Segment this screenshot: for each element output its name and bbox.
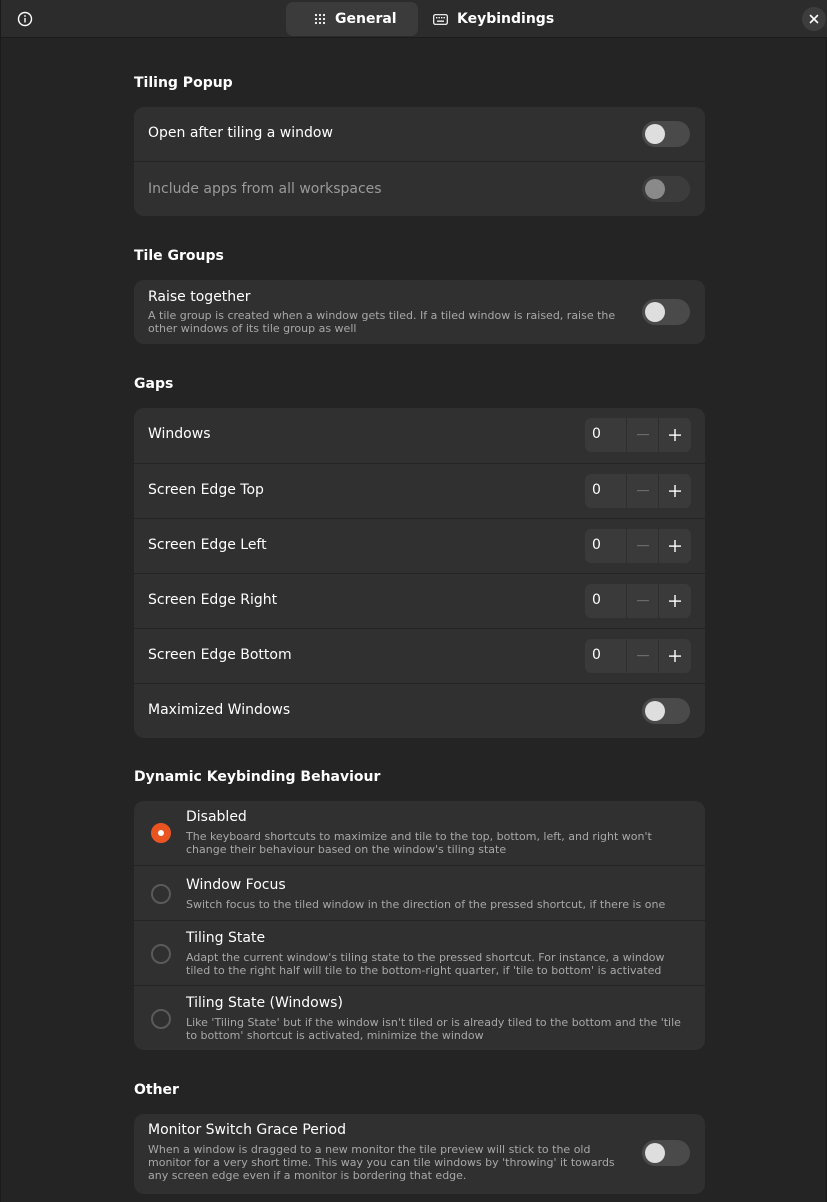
option-window-focus-desc: Switch focus to the tiled window in the direction of the pressed shortcut, if there is one bbox=[186, 898, 666, 911]
minus-icon bbox=[626, 529, 658, 563]
row-gap-windows bbox=[134, 408, 705, 463]
gap-screen-edge-bottom-label: Screen Edge Bottom bbox=[148, 647, 292, 663]
row-maximized-windows[interactable] bbox=[134, 683, 705, 738]
close-icon bbox=[809, 14, 819, 24]
minus-icon bbox=[626, 418, 658, 452]
open-after-tiling-label: Open after tiling a window bbox=[148, 125, 333, 141]
gap-screen-edge-left-spinbutton[interactable] bbox=[585, 529, 691, 563]
tab-keybindings[interactable] bbox=[421, 2, 556, 36]
gap-screen-edge-bottom-spinbutton[interactable] bbox=[585, 639, 691, 673]
plus-icon[interactable] bbox=[658, 529, 691, 563]
raise-together-switch[interactable] bbox=[642, 299, 690, 325]
close-button[interactable] bbox=[802, 7, 826, 31]
section-title-dynamic-keybinding: Dynamic Keybinding Behaviour bbox=[134, 769, 381, 785]
plus-icon[interactable] bbox=[658, 474, 691, 508]
info-icon bbox=[17, 11, 33, 27]
row-include-all-workspaces bbox=[134, 161, 705, 216]
option-disabled-label: Disabled bbox=[186, 809, 247, 825]
keyboard-icon bbox=[433, 14, 448, 25]
tab-general-label: General bbox=[335, 11, 397, 27]
plus-icon[interactable] bbox=[658, 639, 691, 673]
monitor-grace-period-desc-2: monitor for a very short time. This way you can tile windows by 'throwing' it towards bbox=[148, 1156, 615, 1169]
option-tiling-state-desc-2: tiled to the right half will tile to the bottom-right quarter, if 'tile to bottom' is activated bbox=[186, 964, 662, 977]
section-title-gaps: Gaps bbox=[134, 376, 174, 392]
open-after-tiling-switch[interactable] bbox=[642, 121, 690, 147]
row-monitor-grace-period[interactable] bbox=[134, 1114, 705, 1194]
row-gap-screen-edge-top bbox=[134, 463, 705, 518]
group-gaps bbox=[134, 408, 705, 738]
monitor-grace-period-switch[interactable] bbox=[642, 1140, 690, 1166]
row-option-disabled[interactable] bbox=[134, 801, 705, 865]
option-window-focus-label: Window Focus bbox=[186, 877, 286, 893]
grid-icon bbox=[314, 13, 326, 25]
monitor-grace-period-label: Monitor Switch Grace Period bbox=[148, 1122, 347, 1138]
row-gap-screen-edge-left bbox=[134, 518, 705, 573]
gap-screen-edge-top-value[interactable]: 0 bbox=[592, 482, 601, 498]
group-tile-groups bbox=[134, 280, 705, 344]
include-all-workspaces-label: Include apps from all workspaces bbox=[148, 181, 382, 197]
group-other bbox=[134, 1114, 705, 1194]
gap-windows-label: Windows bbox=[148, 426, 211, 442]
row-open-after-tiling[interactable] bbox=[134, 107, 705, 161]
minus-icon bbox=[626, 584, 658, 618]
option-tiling-state-desc-1: Adapt the current window's tiling state to the pressed shortcut. For instance, a window bbox=[186, 951, 665, 964]
gap-screen-edge-left-value[interactable]: 0 bbox=[592, 537, 601, 553]
option-disabled-desc-1: The keyboard shortcuts to maximize and tile to the top, bottom, left, and right won't bbox=[186, 830, 652, 843]
maximized-windows-switch[interactable] bbox=[642, 698, 690, 724]
monitor-grace-period-desc-1: When a window is dragged to a new monitor the tile preview will stick to the old bbox=[148, 1143, 591, 1156]
maximized-windows-label: Maximized Windows bbox=[148, 702, 291, 718]
gap-windows-value[interactable]: 0 bbox=[592, 426, 601, 442]
radio-window-focus[interactable] bbox=[151, 884, 171, 904]
plus-icon[interactable] bbox=[658, 584, 691, 618]
section-title-tiling-popup: Tiling Popup bbox=[134, 75, 233, 91]
raise-together-desc-2: other windows of its tile group as well bbox=[148, 322, 357, 335]
option-tiling-state-windows-desc-2: to bottom' shortcut is activated, minimize the window bbox=[186, 1029, 484, 1042]
gap-screen-edge-right-label: Screen Edge Right bbox=[148, 592, 278, 608]
minus-icon bbox=[626, 474, 658, 508]
row-raise-together[interactable] bbox=[134, 280, 705, 344]
row-option-tiling-state-windows[interactable] bbox=[134, 985, 705, 1050]
gap-screen-edge-right-value[interactable]: 0 bbox=[592, 592, 601, 608]
gap-screen-edge-top-spinbutton[interactable] bbox=[585, 474, 691, 508]
row-gap-screen-edge-right bbox=[134, 573, 705, 628]
option-tiling-state-label: Tiling State bbox=[186, 930, 266, 946]
radio-tiling-state[interactable] bbox=[151, 944, 171, 964]
radio-disabled[interactable] bbox=[151, 823, 171, 843]
option-tiling-state-windows-desc-1: Like 'Tiling State' but if the window isn't tiled or is already tiled to the bottom and the 'tile bbox=[186, 1016, 681, 1029]
row-gap-screen-edge-bottom bbox=[134, 628, 705, 683]
tab-general[interactable] bbox=[286, 2, 418, 36]
raise-together-label: Raise together bbox=[148, 289, 251, 305]
gap-screen-edge-top-label: Screen Edge Top bbox=[148, 482, 264, 498]
section-title-other: Other bbox=[134, 1082, 179, 1098]
monitor-grace-period-desc-3: any screen edge even if a monitor is bordering that edge. bbox=[148, 1169, 467, 1182]
tab-keybindings-label: Keybindings bbox=[457, 11, 555, 27]
group-dynamic-keybinding bbox=[134, 801, 705, 1050]
group-tiling-popup bbox=[134, 107, 705, 216]
header-bar bbox=[1, 0, 827, 38]
gap-screen-edge-bottom-value[interactable]: 0 bbox=[592, 647, 601, 663]
include-all-workspaces-switch bbox=[642, 176, 690, 202]
plus-icon[interactable] bbox=[658, 418, 691, 452]
minus-icon bbox=[626, 639, 658, 673]
gap-windows-spinbutton[interactable] bbox=[585, 418, 691, 452]
raise-together-desc-1: A tile group is created when a window gets tiled. If a tiled window is raised, raise the bbox=[148, 309, 616, 322]
radio-tiling-state-windows[interactable] bbox=[151, 1009, 171, 1029]
option-disabled-desc-2: change their behaviour based on the window's tiling state bbox=[186, 843, 507, 856]
info-button[interactable] bbox=[14, 8, 36, 30]
gap-screen-edge-left-label: Screen Edge Left bbox=[148, 537, 267, 553]
row-option-tiling-state[interactable] bbox=[134, 920, 705, 985]
row-option-window-focus[interactable] bbox=[134, 865, 705, 920]
option-tiling-state-windows-label: Tiling State (Windows) bbox=[186, 995, 343, 1011]
section-title-tile-groups: Tile Groups bbox=[134, 248, 224, 264]
gap-screen-edge-right-spinbutton[interactable] bbox=[585, 584, 691, 618]
